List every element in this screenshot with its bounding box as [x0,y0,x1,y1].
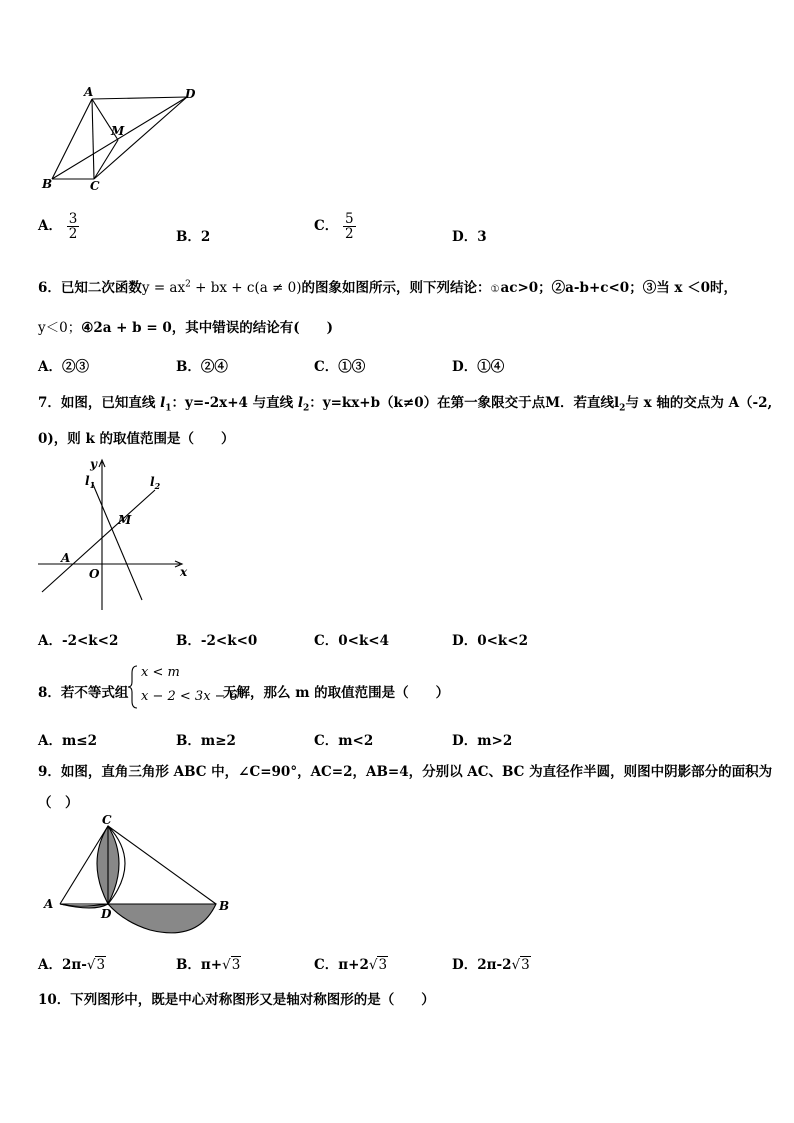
q6-option-b: B．②④ [176,359,228,375]
fig7-l2: $l_2$ [150,475,161,491]
fig7-A: A [61,551,71,565]
q7-option-a: A．-2<k<2 [38,633,119,649]
label-C: C [90,179,100,193]
q8-option-d: D．m>2 [452,733,513,749]
q9-option-b: B．π+√3 [176,957,241,973]
fig9-C: C [102,813,112,827]
q8-inequality-2: x − 2 < 3x − 6 [141,689,238,704]
q9-option-d: D．2π-2√3 [452,957,530,973]
q7-option-c: C．0<k<4 [314,633,390,649]
q5-option-a-fraction: $\frac{3}{2}$ [68,211,78,243]
label-A: A [84,85,94,99]
q6-option-a: A．②③ [38,359,89,375]
q8-option-c: C．m<2 [314,733,374,749]
q5-option-b: B．2 [176,229,211,245]
q8-option-a: A．m≤2 [38,733,97,749]
fig7-M: M [118,513,132,527]
q6-option-d: D．①④ [452,359,505,375]
fig9-A: A [44,897,54,911]
figure-q9-semicircles [38,812,238,940]
q8-question-suffix: 无解，那么 m 的取值范围是（ ） [223,685,450,701]
figure-q5-parallelogram [30,80,210,195]
q9-question-line2: （ ） [38,795,79,811]
q8-question-prefix: 8．若不等式组 [38,685,129,701]
q7-option-d: D．0<k<2 [452,633,528,649]
label-D: D [185,87,196,101]
label-B: B [42,177,53,191]
q5-option-c-fraction: $\frac{5}{2}$ [344,211,354,243]
q9-option-c: C．π+2√3 [314,957,388,973]
q8-inequality-1: x < m [141,665,180,680]
q10-question: 10．下列图形中，既是中心对称图形又是轴对称图形的是（ ） [38,992,435,1008]
q8-brace [128,665,138,709]
q7-question-line1: 7．如图，已知直线 $l_1$：y=-2x+4 与直线 $l_2$：y=kx+b（k≠0）在第一象限交于点M．若直线$l_2$与 x 轴的交点为 A（-2, [38,395,773,414]
label-M: M [111,124,125,138]
q6-question-line1: 6．已知二次函数$y = ax^2$ + bx + c(a ≠ 0)的图象如图所示，则下列结论：①ac>0；②a-b+c<0；③当 x ＜0时， [38,279,738,296]
q5-option-a: A． $\frac{3}{2}$ [38,211,78,243]
fig7-l1: $l_1$ [85,474,96,490]
q9-question-line1: 9．如图，直角三角形 ABC 中，∠C=90°，AC=2，AB=4，分别以 AC、BC 为直径作半圆，则图中阴影部分的面积为 [38,764,773,780]
figure-q7-coordinate-lines [30,452,205,614]
q7-question-line2: 0)，则 k 的取值范围是（ ） [38,431,235,447]
q6-option-c: C．①③ [314,359,366,375]
q5-option-c: C． $\frac{5}{2}$ [314,211,354,243]
q9-option-a: A．2π-√3 [38,957,106,973]
q6-question-line2: y＜0；④2a + b = 0，其中错误的结论有( ) [38,320,333,336]
q7-option-b: B．-2<k<0 [176,633,258,649]
q8-option-b: B．m≥2 [176,733,236,749]
fig9-D: D [101,907,112,921]
fig9-B: B [219,899,230,913]
fig7-y: y [90,457,97,471]
q5-option-d: D．3 [452,229,487,245]
fig7-O: O [89,567,100,581]
fig7-x: x [180,565,188,579]
